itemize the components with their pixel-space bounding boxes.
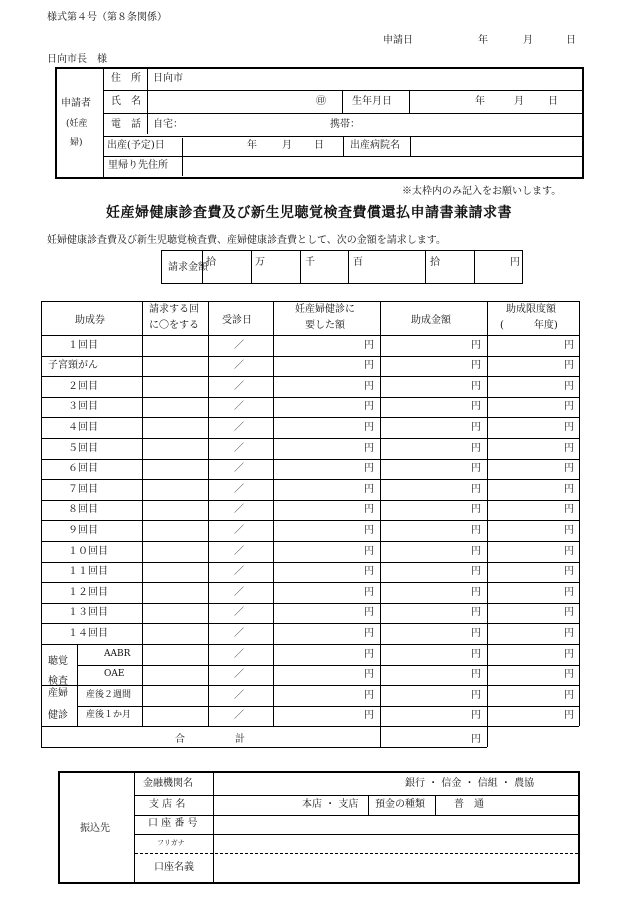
header-exam-fee: 妊産婦健診に	[295, 304, 355, 315]
claim-amount-label: 請求金額	[168, 262, 208, 273]
exam-fee-yen[interactable]: 円	[364, 546, 374, 557]
birth-month: 月	[514, 96, 524, 107]
claim-digit-hyaku: 百	[353, 257, 363, 268]
row-label: １３回目	[68, 607, 108, 618]
date-slash[interactable]: ／	[234, 566, 244, 577]
applicant-label: 申請者	[61, 98, 91, 109]
delivery-day: 日	[314, 140, 324, 151]
exam-fee-yen[interactable]: 円	[364, 443, 374, 454]
exam-fee-yen[interactable]: 円	[364, 463, 374, 474]
exam-fee-yen[interactable]: 円	[364, 381, 374, 392]
exam-fee-yen[interactable]: 円	[364, 607, 374, 618]
row-label: ９回目	[68, 525, 98, 536]
delivery-date-label: 出産(予定)日	[107, 140, 165, 151]
limit-yen: 円	[564, 690, 574, 701]
limit-yen: 円	[564, 504, 574, 515]
date-slash[interactable]: ／	[234, 690, 244, 701]
transfer-label: 振込先	[80, 823, 110, 834]
limit-yen: 円	[564, 649, 574, 660]
subsidy-yen[interactable]: 円	[471, 422, 481, 433]
postpartum-group-label: 産婦	[48, 688, 68, 699]
home-phone-label: 自宅：	[153, 119, 183, 130]
row-label: １１回目	[68, 566, 108, 577]
subsidy-yen[interactable]: 円	[471, 463, 481, 474]
exam-fee-yen[interactable]: 円	[364, 422, 374, 433]
exam-fee-yen[interactable]: 円	[364, 401, 374, 412]
row-label: ６回目	[68, 463, 98, 474]
exam-fee-yen[interactable]: 円	[364, 649, 374, 660]
table-row	[41, 397, 579, 417]
branch-types: 本店 ・ 支店	[302, 799, 359, 810]
limit-yen: 円	[564, 401, 574, 412]
row-label: 産後１か月	[86, 710, 132, 720]
address-label: 住 所	[111, 73, 141, 84]
hospital-label: 出産病院名	[350, 140, 400, 151]
deposit-type-label: 預金の種類	[375, 799, 425, 810]
row-label: ８回目	[68, 504, 98, 515]
total-row-right	[487, 726, 488, 747]
table-row	[41, 376, 579, 397]
date-slash[interactable]: ／	[234, 463, 244, 474]
exam-fee-yen[interactable]: 円	[364, 690, 374, 701]
limit-yen: 円	[564, 422, 574, 433]
birth-day: 日	[548, 96, 558, 107]
row-label: １２回目	[68, 587, 108, 598]
total-yen: 円	[471, 734, 481, 745]
header-claim-mark: 請求する回	[149, 304, 199, 315]
table-row	[41, 479, 579, 500]
row-label: １４回目	[68, 628, 108, 639]
note: ※太枠内のみ記入をお願いします。	[402, 186, 562, 197]
limit-yen: 円	[564, 669, 574, 680]
exam-fee-yen[interactable]: 円	[364, 484, 374, 495]
table-row	[41, 500, 579, 520]
group-divider	[77, 644, 78, 726]
branch-label: 支 店 名	[149, 799, 186, 810]
subsidy-yen[interactable]: 円	[471, 710, 481, 721]
claim-digit-man: 万	[255, 257, 265, 268]
table-row-line	[41, 726, 579, 727]
subsidy-yen[interactable]: 円	[471, 340, 481, 351]
birthdate-label: 生年月日	[352, 96, 392, 107]
hearing-group-label-2: 検査	[48, 676, 68, 687]
limit-yen: 円	[564, 628, 574, 639]
table-row	[41, 417, 579, 438]
postpartum-group-label-2: 健診	[48, 710, 68, 721]
row-label: ２回目	[68, 381, 98, 392]
subsidy-yen[interactable]: 円	[471, 669, 481, 680]
date-slash[interactable]: ／	[234, 587, 244, 598]
date-slash[interactable]: ／	[234, 607, 244, 618]
header-limit-2: ( 年度)	[500, 320, 558, 331]
table-top-border	[41, 301, 579, 302]
table-row	[41, 603, 579, 623]
subsidy-yen[interactable]: 円	[471, 504, 481, 515]
subsidy-yen[interactable]: 円	[471, 484, 481, 495]
exam-fee-yen[interactable]: 円	[364, 340, 374, 351]
limit-yen: 円	[564, 443, 574, 454]
total-row-divider	[380, 726, 381, 747]
claim-digit-ju-man: 拾	[206, 257, 216, 268]
table-row	[41, 335, 579, 356]
limit-yen: 円	[564, 525, 574, 536]
subsidy-yen[interactable]: 円	[471, 628, 481, 639]
furigana-label: フリガナ	[157, 839, 185, 847]
header-limit: 助成限度額	[506, 304, 556, 315]
limit-yen: 円	[564, 546, 574, 557]
subsidy-yen[interactable]: 円	[471, 401, 481, 412]
date-slash[interactable]: ／	[234, 422, 244, 433]
birth-year: 年	[475, 96, 485, 107]
table-row	[41, 623, 579, 644]
table-row	[41, 459, 579, 479]
account-name-label: 口座名義	[154, 862, 194, 873]
date-slash[interactable]: ／	[234, 484, 244, 495]
deposit-type-value: 普 通	[454, 799, 484, 810]
subsidy-yen[interactable]: 円	[471, 525, 481, 536]
delivery-year: 年	[247, 140, 257, 151]
claim-digit-yen: 円	[510, 257, 520, 268]
application-year: 年	[478, 35, 488, 46]
exam-fee-yen[interactable]: 円	[364, 360, 374, 371]
row-label: 産後２週間	[86, 690, 132, 700]
header-claim-mark-2: に〇をする	[149, 320, 199, 331]
table-row	[41, 356, 579, 376]
row-label: 子宮頸がん	[48, 360, 98, 371]
application-date-label: 申請日	[383, 35, 413, 46]
header-exam-fee-2: 要した額	[305, 320, 345, 331]
phone-label: 電 話	[111, 119, 141, 130]
limit-yen: 円	[564, 484, 574, 495]
return-home-label: 里帰り先住所	[108, 160, 168, 171]
subsidy-yen[interactable]: 円	[471, 587, 481, 598]
date-slash[interactable]: ／	[234, 649, 244, 660]
limit-yen: 円	[564, 607, 574, 618]
row-label: OAE	[104, 669, 125, 679]
exam-fee-yen[interactable]: 円	[364, 504, 374, 515]
row-label: ５回目	[68, 443, 98, 454]
claim-digit-sen: 千	[305, 257, 315, 268]
row-label: ７回目	[68, 484, 98, 495]
date-slash[interactable]: ／	[234, 628, 244, 639]
date-slash[interactable]: ／	[234, 401, 244, 412]
date-slash[interactable]: ／	[234, 504, 244, 515]
applicant-label-2: (妊産	[66, 119, 88, 129]
exam-fee-yen[interactable]: 円	[364, 566, 374, 577]
mobile-label: 携帯：	[330, 119, 360, 130]
table-row	[41, 520, 579, 541]
subsidy-yen[interactable]: 円	[471, 649, 481, 660]
total-row-bottom	[41, 747, 487, 748]
application-day: 日	[566, 35, 576, 46]
limit-yen: 円	[564, 360, 574, 371]
limit-yen: 円	[564, 710, 574, 721]
row-label: １回目	[68, 340, 98, 351]
table-row	[41, 438, 579, 459]
hearing-group-label: 聴覚	[48, 656, 68, 667]
account-number-label: 口 座 番 号	[148, 818, 198, 829]
table-row	[41, 582, 579, 603]
subsidy-yen[interactable]: 円	[471, 566, 481, 577]
header-subsidy: 助成金額	[411, 315, 451, 326]
limit-yen: 円	[564, 566, 574, 577]
name-label: 氏 名	[111, 96, 141, 107]
subsidy-yen[interactable]: 円	[471, 546, 481, 557]
row-label: AABR	[104, 649, 131, 659]
total-row-left	[41, 726, 42, 747]
exam-fee-yen[interactable]: 円	[364, 587, 374, 598]
seal-mark: ㊞	[316, 96, 326, 107]
subsidy-yen[interactable]: 円	[471, 690, 481, 701]
date-slash[interactable]: ／	[234, 360, 244, 371]
date-slash[interactable]: ／	[234, 525, 244, 536]
table-row	[41, 541, 579, 562]
intro-text: 妊婦健康診査費及び新生児聴覚検査費、産婦健康診査費として、次の金額を請求します。	[47, 235, 446, 246]
limit-yen: 円	[564, 463, 574, 474]
bank-types: 銀行 ・ 信金 ・ 信組 ・ 農協	[405, 778, 535, 789]
date-slash[interactable]: ／	[234, 669, 244, 680]
total-label: 合 計	[175, 734, 245, 745]
header-visit-date: 受診日	[222, 315, 252, 326]
date-slash[interactable]: ／	[234, 340, 244, 351]
address-value[interactable]: 日向市	[153, 73, 183, 84]
addressee: 日向市長 様	[47, 54, 107, 65]
exam-fee-yen[interactable]: 円	[364, 628, 374, 639]
subsidy-yen[interactable]: 円	[471, 607, 481, 618]
header-coupon: 助成券	[75, 315, 105, 326]
limit-yen: 円	[564, 587, 574, 598]
applicant-label-3: 婦)	[70, 138, 83, 148]
date-slash[interactable]: ／	[234, 381, 244, 392]
limit-yen: 円	[564, 381, 574, 392]
exam-fee-yen[interactable]: 円	[364, 525, 374, 536]
row-label: １０回目	[68, 546, 108, 557]
form-number: 様式第４号（第８条関係）	[47, 12, 167, 23]
claim-digit-ju: 拾	[430, 257, 440, 268]
limit-yen: 円	[564, 340, 574, 351]
date-slash[interactable]: ／	[234, 710, 244, 721]
table-row	[41, 562, 579, 582]
subsidy-yen[interactable]: 円	[471, 360, 481, 371]
application-month: 月	[523, 35, 533, 46]
bank-label: 金融機関名	[143, 778, 193, 789]
table-col-line	[579, 301, 580, 726]
subsidy-yen[interactable]: 円	[471, 443, 481, 454]
delivery-month: 月	[282, 140, 292, 151]
date-slash[interactable]: ／	[234, 443, 244, 454]
date-slash[interactable]: ／	[234, 546, 244, 557]
row-label: ４回目	[68, 422, 98, 433]
subsidy-yen[interactable]: 円	[471, 381, 481, 392]
row-label: ３回目	[68, 401, 98, 412]
exam-fee-yen[interactable]: 円	[364, 669, 374, 680]
exam-fee-yen[interactable]: 円	[364, 710, 374, 721]
document-title: 妊産婦健康診査費及び新生児聴覚検査費償還払申請書兼請求書	[106, 205, 512, 221]
